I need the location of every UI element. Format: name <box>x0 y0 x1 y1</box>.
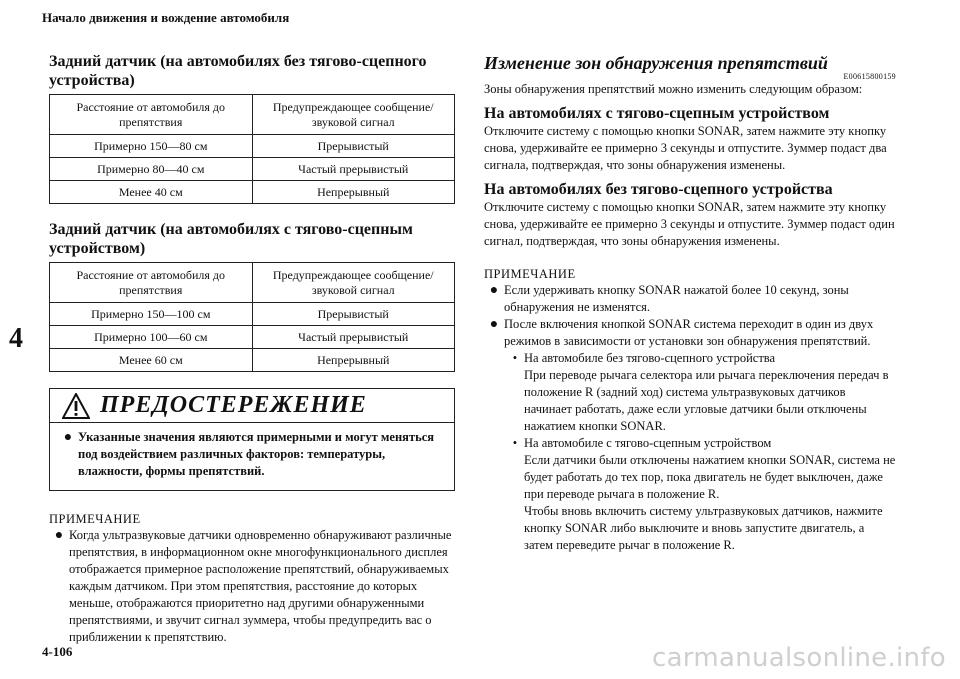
left-column <box>49 52 454 646</box>
subbullet-title: На автомобиле с тягово-сцепным устройством <box>524 436 772 450</box>
sub-bullet-mark: • <box>512 436 518 450</box>
signal-cell: Непрерывный <box>252 349 455 372</box>
warning-title: ПРЕДОСТЕРЕЖЕНИЕ <box>100 392 367 418</box>
warning-text: Указанные значения являются примерными и могут меняться под воздействием различных факторов: температуры, влажности, формы препятствий. <box>78 430 435 478</box>
page-number: 4-106 <box>42 644 73 659</box>
subsection-title-with-towbar: На автомобилях с тягово-сцепным устройством <box>484 105 830 122</box>
note-subbullet <box>506 350 896 435</box>
note-bullet <box>49 527 454 646</box>
warning-box <box>49 388 455 491</box>
table-row <box>50 349 455 372</box>
subbullet-text: Если датчики были отключены нажатием кнопки SONAR, система не будет работать до тех пор, пока двигатель не будет выключен, даже при переводе рычага в положение R. <box>524 453 896 501</box>
note-text: Когда ультразвуковые датчики одновременно обнаруживают различные препятствия, в информационном окне многофункционального дисплея отображается примерное расположение препятствий, обнаруживаемых каждым датчиком. При этом препятствия, расстояние до которых меньше, отображаются приоритетно над другими обнаруженными препятствиями, и звучит сигнал зуммера, чтобы предупредить вас о приближении к препятствию. <box>69 528 452 644</box>
table-row <box>50 135 455 158</box>
table-row <box>50 158 455 181</box>
note-label: ПРИМЕЧАНИЕ <box>484 267 576 281</box>
distance-cell: Примерно 150—100 см <box>50 303 253 326</box>
subsection-title-no-towbar: На автомобилях без тягово-сцепного устройства <box>484 181 833 198</box>
sub-bullet-mark: • <box>512 351 518 365</box>
column-header-distance: Расстояние от автомобиля до препятствия <box>50 95 253 135</box>
section-title-with-towbar: Задний датчик (на автомобилях с тягово-сцепным устройством) <box>49 221 413 257</box>
warning-triangle-icon <box>62 393 90 419</box>
section-title-change-zones: Изменение зон обнаружения препятствий <box>484 53 828 73</box>
bullet-dot-icon: ● <box>489 317 499 332</box>
signal-cell: Прерывистый <box>252 135 455 158</box>
table-header-row <box>50 95 455 135</box>
distance-cell: Примерно 100—60 см <box>50 326 253 349</box>
running-header: Начало движения и вождение автомобиля <box>42 10 290 25</box>
column-header-distance: Расстояние от автомобиля до препятствия <box>50 263 253 303</box>
column-header-signal: Предупреждающее сообщение/звуковой сигнал <box>252 95 455 135</box>
subsection-text-no-towbar: Отключите систему с помощью кнопки SONAR, затем нажмите эту кнопку снова, удерживайте ее примерно 3 секунды и отпустите. Зуммер подаст один сигнал, подтверждая, что зоны обнаружения изменены. <box>484 200 895 248</box>
signal-cell: Непрерывный <box>252 181 455 204</box>
warning-bullet <box>50 423 454 490</box>
right-column <box>484 52 896 554</box>
section-code: E00615800159 <box>843 72 896 81</box>
section-title-no-towbar: Задний датчик (на автомобилях без тягово-сцепного устройства) <box>49 53 427 89</box>
note-subbullet <box>506 435 896 554</box>
warning-header <box>50 389 454 423</box>
subsection-text-with-towbar: Отключите систему с помощью кнопки SONAR, затем нажмите эту кнопку снова, удерживайте ее примерно 3 секунды и отпустите. Зуммер подаст два сигнала, подтверждая, что зоны обнаружения изменены. <box>484 124 887 172</box>
distance-cell: Менее 60 см <box>50 349 253 372</box>
note-text: После включения кнопкой SONAR система переходит в один из двух режимов в зависимости от установки зон обнаружения препятствий. <box>504 317 874 348</box>
subbullet-title: На автомобиле без тягово-сцепного устройства <box>524 351 776 365</box>
note-bullet <box>484 316 896 350</box>
distance-cell: Примерно 80—40 см <box>50 158 253 181</box>
table-row <box>50 303 455 326</box>
subbullet-text: При переводе рычага селектора или рычага переключения передач в положение R (задний ход) система ультразвуковых датчиков начинает работать, даже если угловые датчики были отключены нажатием кнопки SONAR. <box>524 368 889 433</box>
bullet-dot-icon: ● <box>489 283 499 298</box>
note-text: Если удерживать кнопку SONAR нажатой более 10 секунд, зоны обнаружения не изменятся. <box>504 283 849 314</box>
table-header-row <box>50 263 455 303</box>
chapter-tab: 4 <box>9 323 23 354</box>
signal-cell: Прерывистый <box>252 303 455 326</box>
signal-cell: Частый прерывистый <box>252 158 455 181</box>
distance-cell: Менее 40 см <box>50 181 253 204</box>
bullet-dot-icon: ● <box>63 430 73 445</box>
table-row <box>50 181 455 204</box>
subbullet-content <box>524 435 896 554</box>
table-row <box>50 326 455 349</box>
signal-cell: Частый прерывистый <box>252 326 455 349</box>
intro-text: Зоны обнаружения препятствий можно изменить следующим образом: <box>484 82 863 96</box>
distance-table-no-towbar <box>49 94 455 204</box>
bullet-dot-icon: ● <box>54 528 64 543</box>
subbullet-text: Чтобы вновь включить систему ультразвуковых датчиков, нажмите кнопку SONAR либо выключите и вновь запустите двигатель, а затем переведите рычаг в положение R. <box>524 504 883 552</box>
distance-table-with-towbar <box>49 262 455 372</box>
note-label: ПРИМЕЧАНИЕ <box>49 512 141 526</box>
column-header-signal: Предупреждающее сообщение/звуковой сигнал <box>252 263 455 303</box>
watermark: carmanualsonline.info <box>651 643 946 673</box>
distance-cell: Примерно 150—80 см <box>50 135 253 158</box>
note-bullet <box>484 282 896 316</box>
subbullet-content <box>524 350 896 435</box>
